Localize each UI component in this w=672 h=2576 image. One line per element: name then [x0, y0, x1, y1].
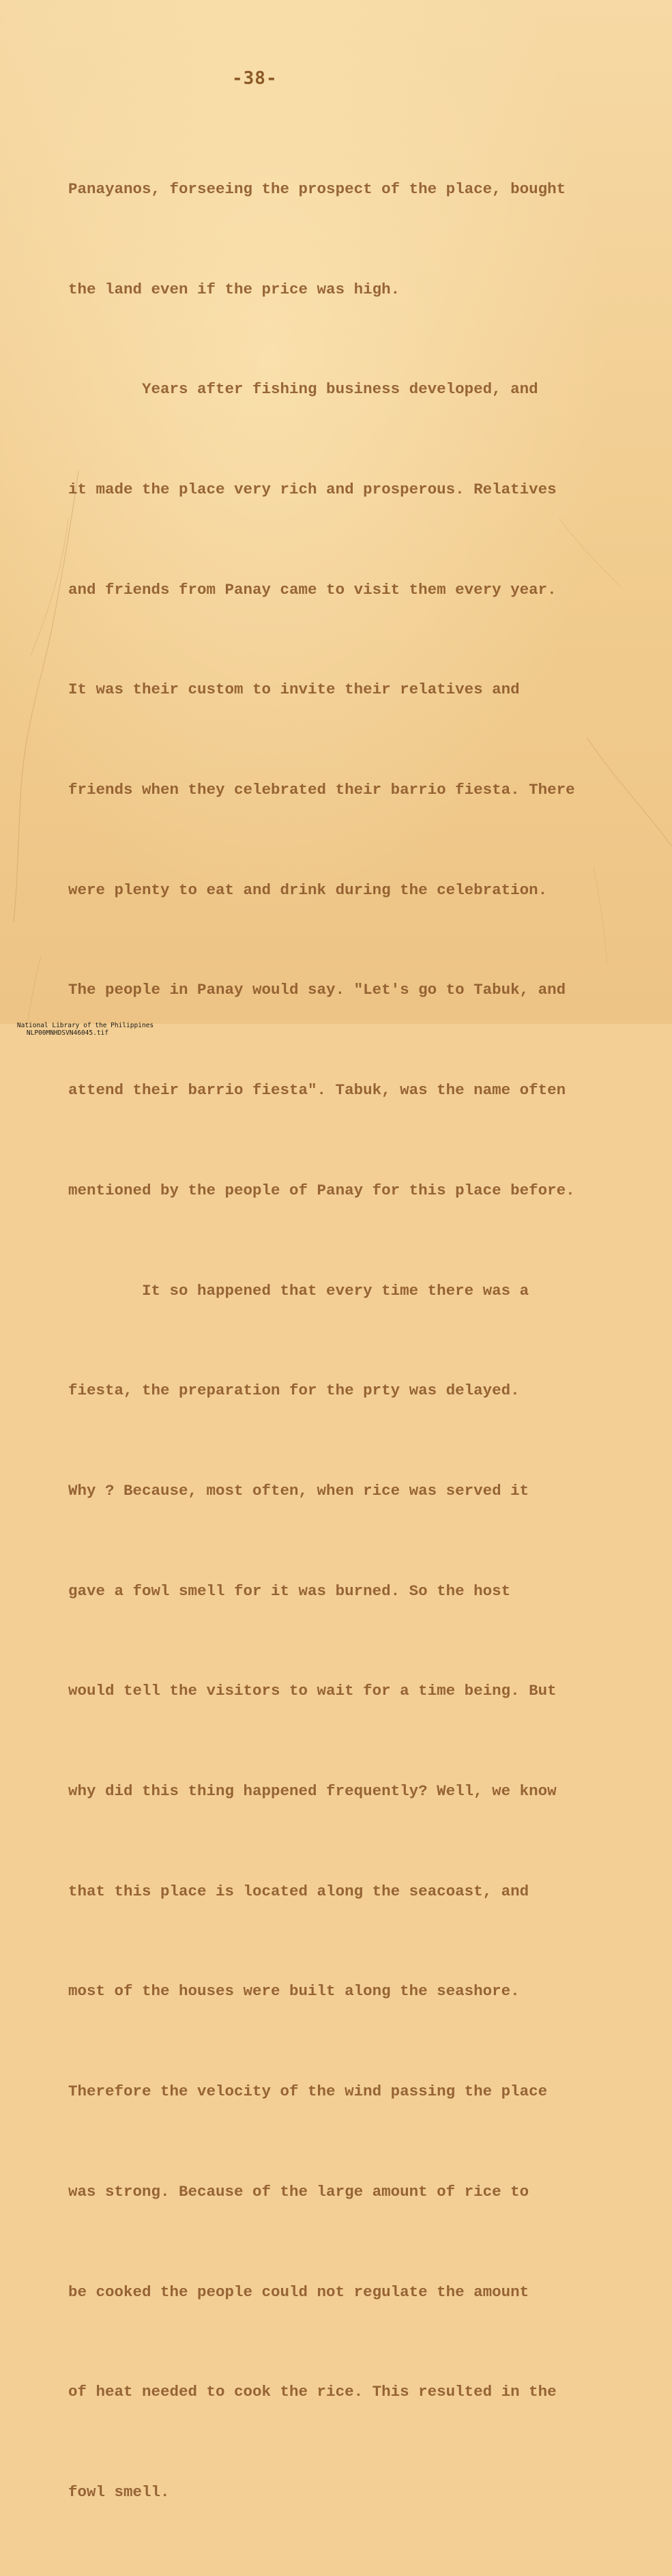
- text-line: that this place is located along the seacoast, and: [68, 1882, 529, 1900]
- text-line: The people in Panay would say. "Let's go to Tabuk, and: [68, 981, 566, 999]
- text-line: of heat needed to cook the rice. This resulted in the: [68, 2383, 557, 2401]
- typed-body-text: [68, 106, 614, 2576]
- text-line: fiesta, the preparation for the prty was delayed.: [68, 1382, 520, 1400]
- text-line: why did this thing happened frequently? Well, we know: [68, 1782, 557, 1801]
- text-line: Panayanos, forseeing the prospect of the place, bought: [68, 180, 566, 198]
- text-line: gave a fowl smell for it was burned. So the host: [68, 1582, 511, 1600]
- text-line: attend their barrio fiesta". Tabuk, was the name often: [68, 1081, 566, 1100]
- text-line: mentioned by the people of Panay for this place before.: [68, 1181, 575, 1199]
- footer-filename: NLP00MNHDSVN46045.tif: [26, 1029, 108, 1037]
- text-line: Why ? Because, most often, when rice was served it: [68, 1481, 529, 1500]
- scan-footer: [0, 1014, 672, 1044]
- text-line: It so happened that every time there was a: [68, 1281, 529, 1300]
- text-line: and friends from Panay came to visit them every year.: [68, 580, 557, 599]
- text-line: be cooked the people could not regulate the amount: [68, 2282, 529, 2301]
- text-line: It was their custom to invite their relatives and: [68, 681, 520, 699]
- text-line: were plenty to eat and drink during the celebration.: [68, 881, 548, 899]
- text-line: it made the place very rich and prosperous. Relatives: [68, 480, 557, 498]
- text-line: Years after fishing business developed, and: [68, 380, 538, 399]
- text-line: friends when they celebrated their barrio fiesta. There: [68, 781, 575, 799]
- text-line: was strong. Because of the large amount of rice to: [68, 2182, 529, 2201]
- text-line: the land even if the price was high.: [68, 280, 400, 298]
- footer-library-name: National Library of the Philippines: [16, 1022, 154, 1029]
- text-line: would tell the visitors to wait for a time being. But: [68, 1682, 557, 1700]
- text-line: Therefore the velocity of the wind passing the place: [68, 2083, 548, 2101]
- text-line: fowl smell.: [68, 2482, 170, 2501]
- text-line: most of the houses were built along the seashore.: [68, 1982, 520, 2001]
- page-number: -38-: [232, 68, 278, 89]
